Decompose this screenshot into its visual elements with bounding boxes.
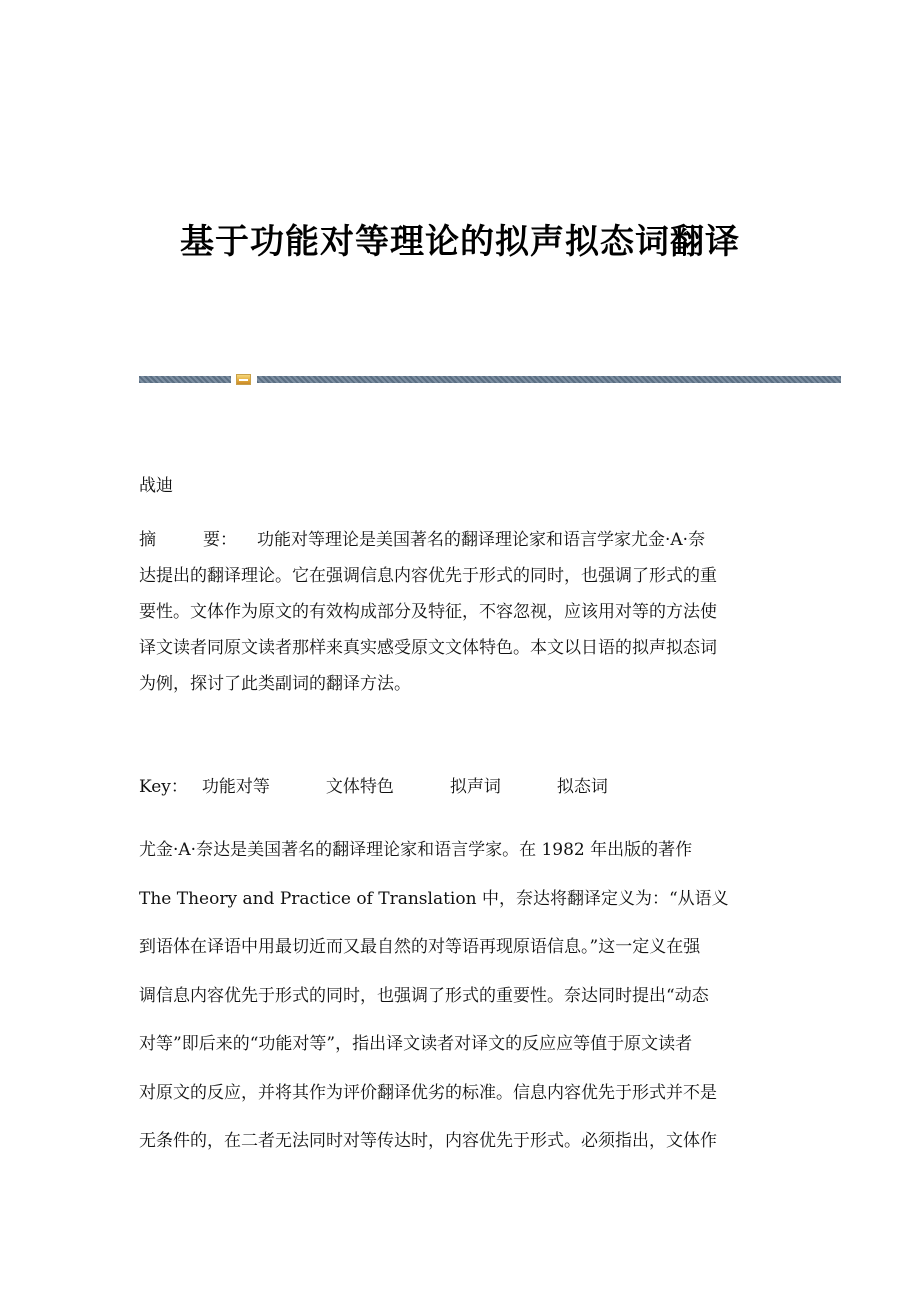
keyword-item: 拟声词 [449, 777, 501, 797]
divider-ornament-icon [236, 374, 251, 385]
keyword-item: 功能对等 [201, 777, 270, 797]
body-line: 调信息内容优先于形式的同时，也强调了形式的重要性。奈达同时提出“动态 [139, 985, 709, 1006]
divider-bar-left [139, 376, 231, 383]
author-name: 战迪 [139, 476, 173, 496]
abstract-line: 译文读者同原文读者那样来真实感受原文文体特色。本文以日语的拟声拟态词 [139, 638, 717, 658]
body-line: 尤金·A·奈达是美国著名的翻译理论家和语言学家。在 1982 年出版的著作 [139, 840, 693, 860]
abstract-line: 为例，探讨了此类副词的翻译方法。 [139, 674, 411, 694]
keyword-item: 拟态词 [556, 777, 608, 797]
document-title: 基于功能对等理论的拟声拟态词翻译 [180, 222, 740, 262]
abstract-label-char2: 要： [203, 530, 237, 550]
body-line: 对等”即后来的“功能对等”，指出译文读者对译文的反应应等值于原文读者 [139, 1034, 693, 1054]
body-paragraph [139, 826, 779, 1166]
body-line: 到语体在译语中用最切近而又最自然的对等语再现原语信息。”这一定义在强 [139, 937, 701, 957]
abstract-section [139, 522, 773, 702]
keywords-label: Key： [139, 777, 188, 797]
abstract-line: 要性。文体作为原文的有效构成部分及特征，不容忽视，应该用对等的方法使 [139, 602, 717, 622]
keyword-item: 文体特色 [325, 777, 394, 797]
body-line: 对原文的反应，并将其作为评价翻译优劣的标准。信息内容优先于形式并不是 [139, 1082, 717, 1103]
divider-bar-right [257, 376, 841, 383]
body-line: The Theory and Practice of Translation 中，奈达将翻译定义为：“从语义 [139, 888, 729, 909]
title-divider [139, 374, 841, 386]
keywords-section [139, 771, 779, 803]
abstract-line: 功能对等理论是美国著名的翻译理论家和语言学家尤金·A·奈 [257, 530, 706, 550]
body-line: 无条件的，在二者无法同时对等传达时，内容优先于形式。必须指出，文体作 [139, 1131, 717, 1151]
abstract-label-char1: 摘 [139, 530, 156, 550]
abstract-label [139, 522, 257, 558]
abstract-line: 达提出的翻译理论。它在强调信息内容优先于形式的同时，也强调了形式的重 [139, 566, 717, 586]
